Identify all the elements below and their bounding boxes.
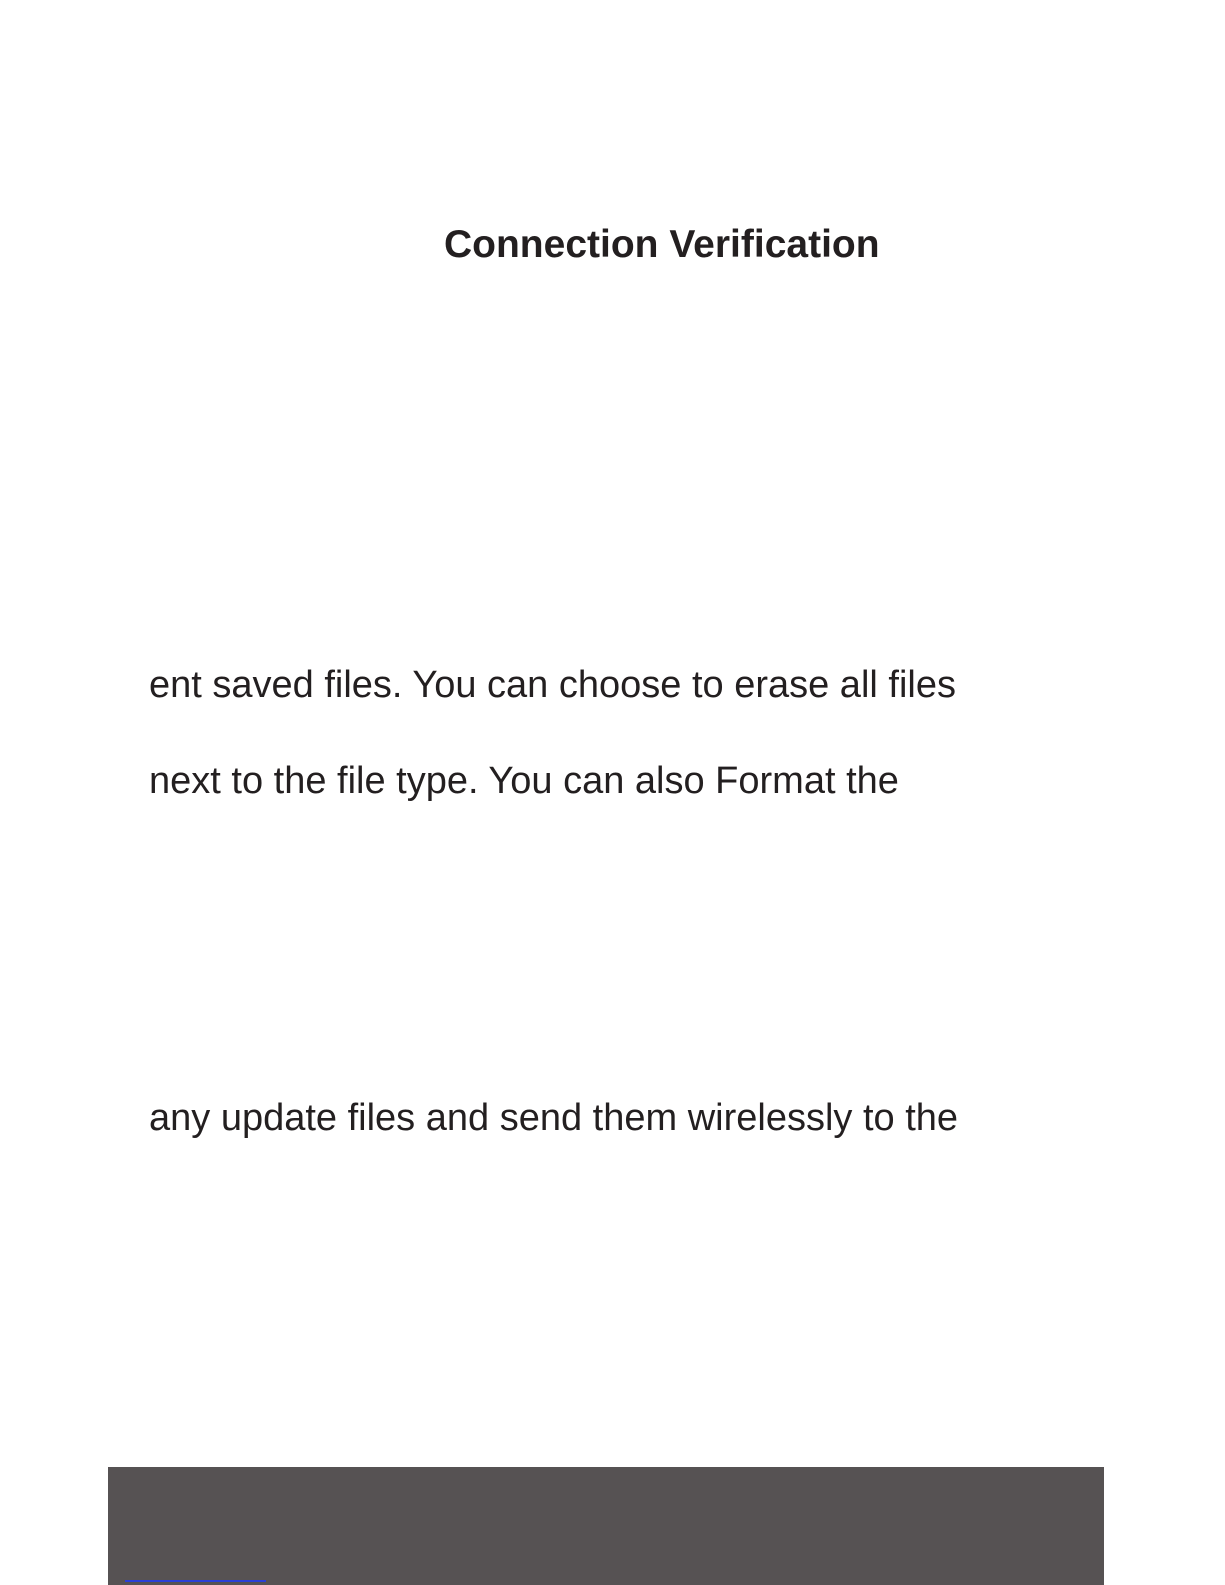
body-text-line: ent saved files. You can choose to erase all files — [149, 664, 956, 706]
body-text-line: any update files and send them wirelessly to the — [149, 1097, 959, 1139]
page-title: Connection Verification — [444, 223, 880, 266]
footer-band — [108, 1467, 1104, 1585]
body-text-line: next to the file type. You can also Format the — [149, 760, 899, 802]
footer-link-underline[interactable] — [125, 1580, 266, 1582]
